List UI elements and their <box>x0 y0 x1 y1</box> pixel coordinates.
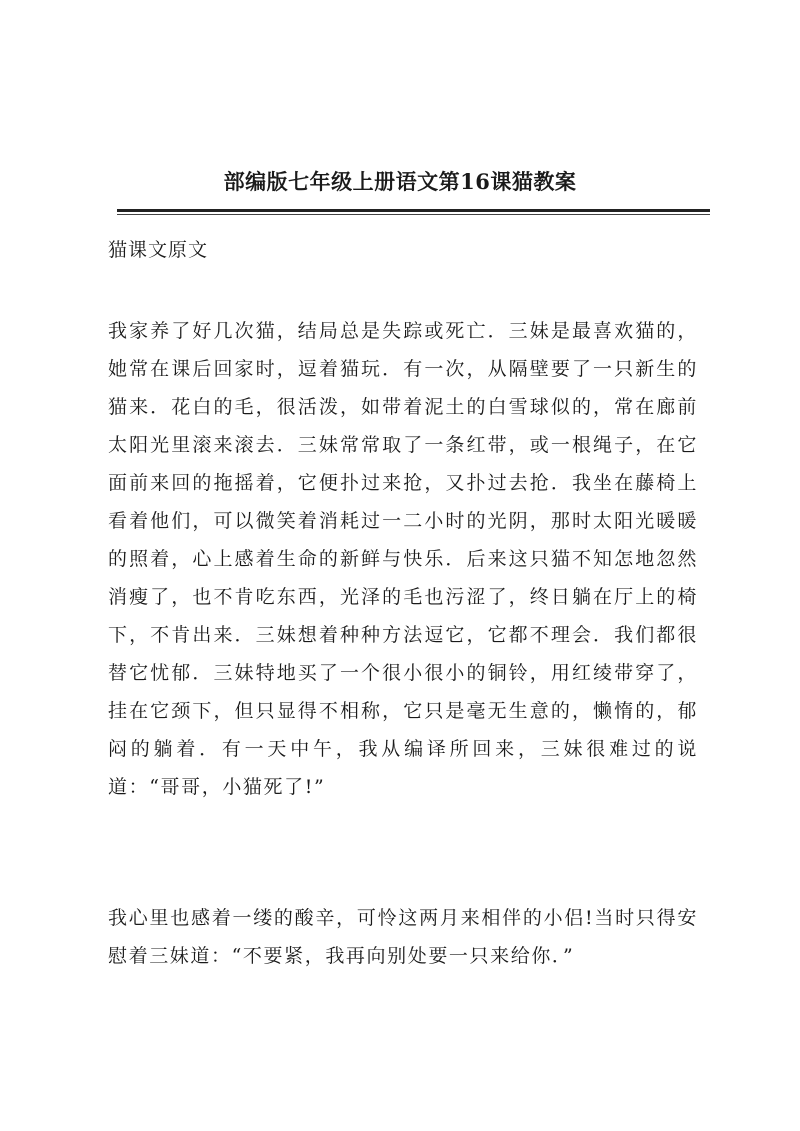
section-heading: 猫课文原文 <box>108 239 209 261</box>
body-paragraph-2: 我心里也感着一缕的酸辛，可怜这两月来相伴的小侣!当时只得安慰着三妹道：“不要紧，我再向别处要一只来给你．” <box>108 907 698 967</box>
document-title: 部编版七年级上册语文第16课猫教案 <box>223 169 577 194</box>
title-divider-thin <box>117 214 710 215</box>
body-paragraph-1: 我家养了好几次猫，结局总是失踪或死亡．三妹是最喜欢猫的，她常在课后回家时，逗着猫玩．有一次，从隔壁要了一只新生的猫来．花白的毛，很活泼，如带着泥土的白雪球似的，常在廊前太阳光里滚来滚去．三妹常常取了一条红带，或一根绳子，在它面前来回的拖摇着，它便扑过来抢，又扑过去抢．我坐在藤椅上看着他们，可以微笑着消耗过一二小时的光阴，那时太阳光暖暖的照着，心上感着生命的新鲜与快乐．后来这只猫不知怎地忽然消瘦了，也不肯吃东西，光泽的毛也污涩了，终日躺在厅上的椅下，不肯出来．三妹想着种种方法逗它，它都不理会．我们都很替它忧郁．三妹特地买了一个很小很小的铜铃，用红绫带穿了，挂在它颈下，但只显得不相称，它只是毫无生意的，懒惰的，郁闷的躺着．有一天中午，我从编译所回来，三妹很难过的说道：“哥哥，小猫死了!” <box>108 320 698 798</box>
title-divider <box>117 209 710 212</box>
